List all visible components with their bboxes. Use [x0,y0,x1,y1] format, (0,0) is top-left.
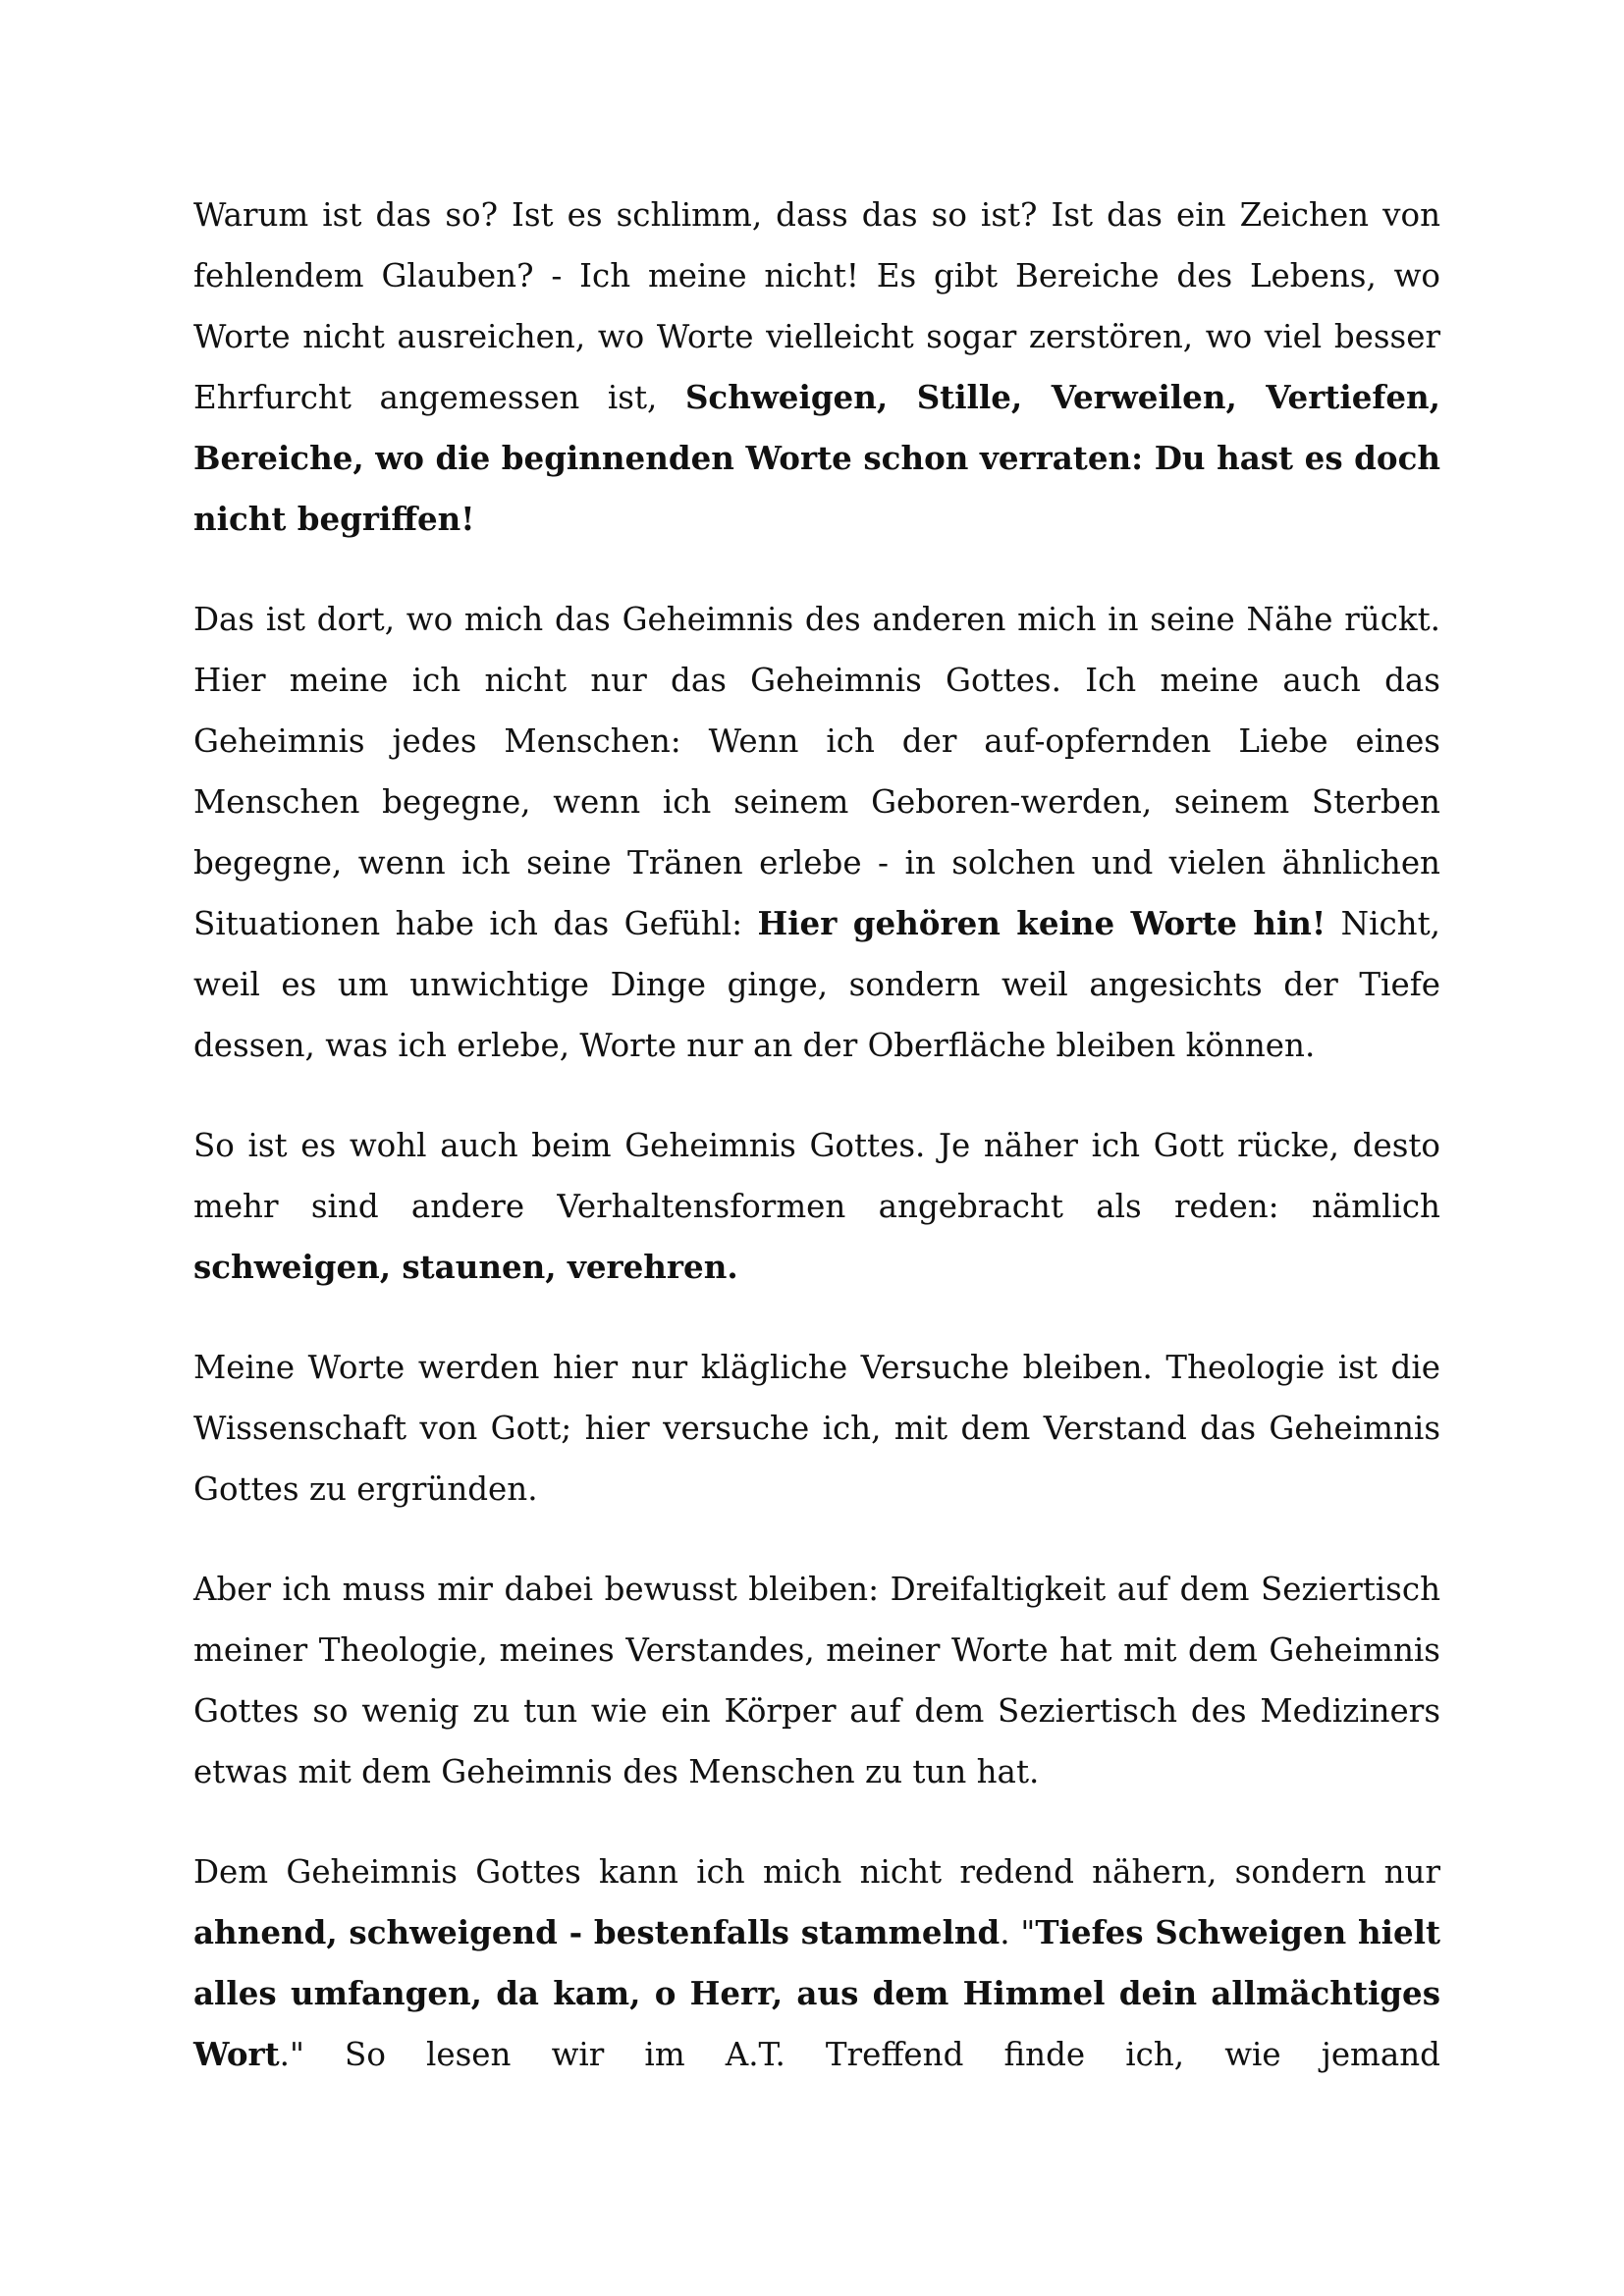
bold-text-run: Schweigen, Stille, Verweilen, Vertiefen, Bereiche, wo die beginnenden Worte schon verraten: Du hast es doch nicht begriffen! [193,378,1440,538]
text-run: ." So lesen wir im A.T. Treffend finde ich, wie jemand [279,2036,1440,2073]
text-run: Meine Worte werden hier nur klägliche Versuche bleiben. Theologie ist die Wissenschaft von Gott; hier versuche ich, mit dem Verstand das Geheimnis Gottes zu ergründen. [193,1349,1440,1508]
text-run: Nicht, weil es um unwichtige Dinge ginge, sondern weil angesichts der Tiefe dessen, was ich erlebe, Worte nur an der Oberfläche bleiben können. [193,905,1441,1064]
text-run: Das ist dort, wo mich das Geheimnis des anderen mich in seine Nähe rückt. Hier meine ich nicht nur das Geheimnis Gottes. Ich meine auch das Geheimnis jedes Menschen: Wenn ich der auf-opfernden Liebe eines Menschen begegne, wenn ich seinem Geboren-werden, seinem Sterben begegne, wenn ich seine Tränen erlebe - in solchen und vielen ähnlichen Situationen habe ich das Gefühl: [193,601,1440,942]
text-run: . " [1000,1914,1036,1951]
text-run: So ist es wohl auch beim Geheimnis Gottes. Je näher ich Gott rücke, desto mehr sind andere Verhaltensformen angebracht als reden: nämlich [193,1127,1440,1225]
text-run: Aber ich muss mir dabei bewusst bleiben: Dreifaltigkeit auf dem Seziertisch meiner Theologie, meines Verstandes, meiner Worte hat mit dem Geheimnis Gottes so wenig zu tun wie ein Körper auf dem Seziertisch des Mediziners etwas mit dem Geheimnis des Menschen zu tun hat. [193,1571,1440,1790]
bold-text-run: schweigen, staunen, verehren. [193,1248,738,1286]
bold-text-run: ahnend, schweigend - bestenfalls stammelnd [193,1913,1001,1951]
paragraph-1 [193,185,1440,550]
text-run: Dem Geheimnis Gottes kann ich mich nicht redend nähern, sondern nur [193,1853,1440,1891]
paragraph-2 [193,589,1440,1076]
bold-text-run: Tiefes Schweigen hielt alles umfangen, da kam, o Herr, aus dem Himmel dein allmächtiges Wort [193,1913,1440,2073]
paragraph-4 [193,1337,1440,1520]
text-run: Warum ist das so? Ist es schlimm, dass das so ist? Ist das ein Zeichen von fehlendem Glauben? - Ich meine nicht! Es gibt Bereiche des Lebens, wo Worte nicht ausreichen, wo Worte vielleicht sogar zerstören, wo viel besser Ehrfurcht angemessen ist, [193,196,1440,416]
bold-text-run: Hier gehören keine Worte hin! [757,904,1326,942]
paragraph-5 [193,1559,1440,1802]
paragraph-6 [193,1842,1440,2085]
document-page [193,185,1440,2124]
paragraph-3 [193,1115,1440,1298]
